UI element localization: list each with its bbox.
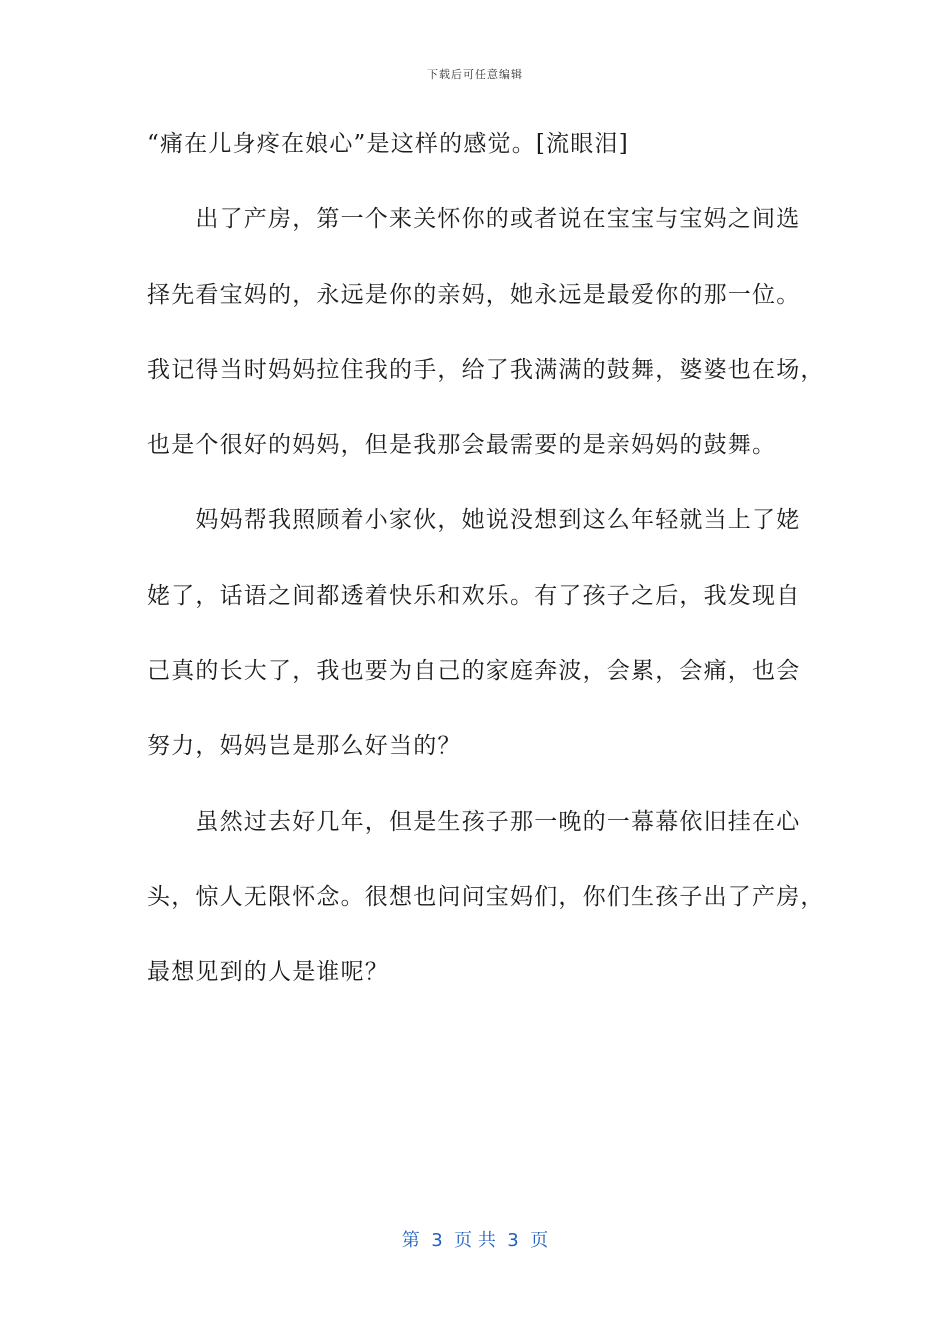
- text-line: 出了产房，第一个来关怀你的或者说在宝宝与宝妈之间选: [147, 206, 801, 233]
- text-line: 也是个很好的妈妈，但是我那会最需要的是亲妈妈的鼓舞。: [147, 432, 777, 459]
- text-line: 择先看宝妈的，永远是你的亲妈，她永远是最爱你的那一位。: [147, 281, 801, 308]
- page-header: 下载后可任意编辑: [427, 68, 523, 81]
- article-body: [147, 126, 825, 1030]
- text-line: 努力，妈妈岂是那么好当的？: [147, 733, 462, 760]
- text-line: “痛在儿身疼在娘心”是这样的感觉。[流眼泪]: [147, 131, 629, 157]
- text-line: 虽然过去好几年，但是生孩子那一晚的一幕幕依旧挂在心: [147, 808, 801, 835]
- text-line: 头，惊人无限怀念。很想也问问宝妈们，你们生孩子出了产房，: [147, 883, 825, 910]
- text-line: 己真的长大了，我也要为自己的家庭奔波，会累，会痛，也会: [147, 658, 801, 685]
- text-line: 最想见到的人是谁呢？: [147, 959, 389, 986]
- text-line: 我记得当时妈妈拉住我的手，给了我满满的鼓舞，婆婆也在场，: [147, 356, 825, 383]
- text-line: 妈妈帮我照顾着小家伙，她说没想到这么年轻就当上了姥: [147, 507, 801, 534]
- text-line: 姥了，话语之间都透着快乐和欢乐。有了孩子之后，我发现自: [147, 582, 801, 609]
- page-number-footer: 第 3 页 共 3 页: [401, 1230, 549, 1251]
